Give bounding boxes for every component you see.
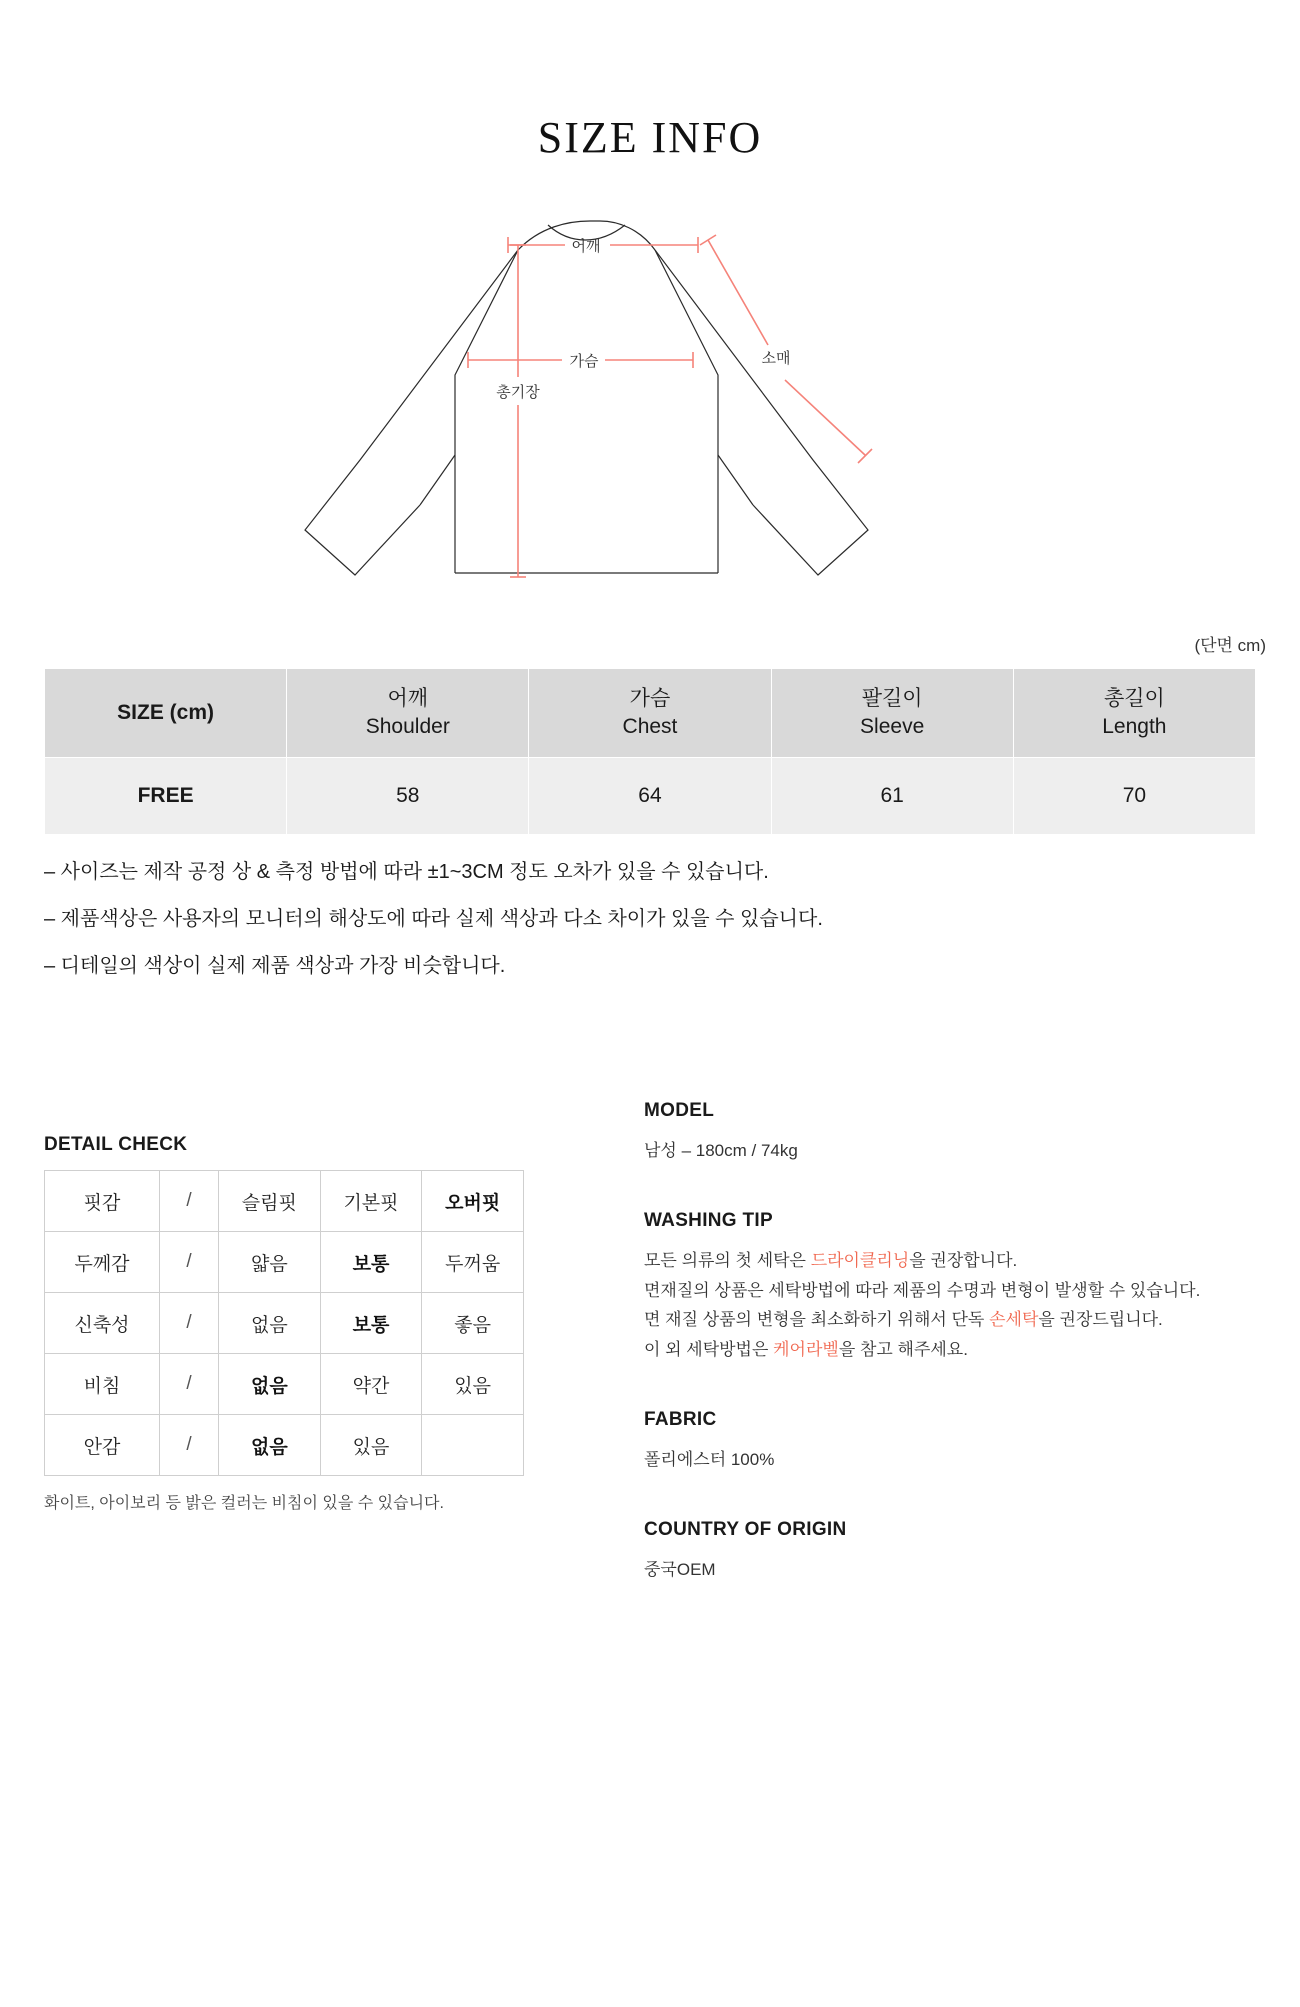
washing-tip-line-2: 면재질의 상품은 세탁방법에 따라 제품의 수명과 변형이 발생할 수 있습니다.	[644, 1280, 1201, 1300]
table-row	[45, 1354, 524, 1415]
model-title: MODEL	[644, 1100, 715, 1121]
detail-row-3-opt-2: 있음	[422, 1354, 524, 1415]
washing-tip-line-3-highlight: 손세탁	[989, 1310, 1039, 1330]
header-length-en: Length	[1102, 715, 1167, 738]
washing-tip-line-3-post: 을 권장드립니다.	[1038, 1310, 1163, 1330]
detail-row-3-opt-0: 없음	[219, 1354, 321, 1415]
table-row	[45, 1293, 524, 1354]
washing-tip-title: WASHING TIP	[644, 1209, 773, 1231]
header-shoulder-ko: 어깨	[387, 686, 429, 710]
model-text: 남성 – 180cm / 74kg	[644, 1141, 798, 1160]
garment-diagram	[0, 205, 1300, 625]
detail-row-0-opt-2: 오버핏	[422, 1171, 524, 1232]
header-sleeve-en: Sleeve	[860, 715, 925, 738]
header-length-ko: 총길이	[1103, 686, 1165, 710]
washing-tip-line-4-pre: 이 외 세탁방법은	[644, 1340, 774, 1359]
washing-tip-line-1-highlight: 드라이클리닝	[810, 1250, 910, 1270]
size-table-header-row	[45, 669, 1256, 758]
detail-check-note: 화이트, 아이보리 등 밝은 컬러는 비침이 있을 수 있습니다.	[44, 1495, 444, 1512]
page-title: SIZE INFO	[537, 113, 763, 162]
origin-title: COUNTRY OF ORIGIN	[644, 1518, 847, 1540]
cell-sleeve: 61	[771, 758, 1013, 835]
detail-row-2-opt-1: 보통	[320, 1293, 422, 1354]
header-size-label: SIZE (cm)	[117, 700, 215, 724]
detail-row-1-label: 두께감	[45, 1232, 160, 1293]
washing-tip-line-3	[644, 1305, 1256, 1335]
size-notes	[44, 857, 1256, 982]
size-note-1: – 사이즈는 제작 공정 상 & 측정 방법에 따라 ±1~3CM 정도 오차가 있을 수 있습니다.	[44, 861, 769, 883]
detail-row-1-slash: /	[160, 1232, 219, 1293]
label-shoulder: 어깨	[571, 238, 601, 255]
detail-row-3-opt-1: 약간	[320, 1354, 422, 1415]
detail-row-1-opt-1: 보통	[320, 1232, 422, 1293]
detail-row-2-label: 신축성	[45, 1293, 160, 1354]
size-table-header-shoulder	[287, 669, 529, 758]
detail-row-4-opt-2	[422, 1415, 524, 1476]
product-info-section	[644, 1100, 1256, 1584]
origin-text: 중국OEM	[644, 1559, 716, 1579]
cell-shoulder: 58	[287, 758, 529, 835]
washing-tip-line-4-post: 을 참고 해주세요.	[838, 1340, 968, 1359]
model-block	[644, 1100, 1256, 1166]
detail-row-4-label: 안감	[45, 1415, 160, 1476]
origin-block	[644, 1519, 1256, 1585]
detail-row-1-opt-2: 두꺼움	[422, 1232, 524, 1293]
fabric-text: 폴리에스터 100%	[644, 1449, 775, 1469]
detail-row-3-label: 비침	[45, 1354, 160, 1415]
cell-chest: 64	[529, 758, 771, 835]
detail-row-2-slash: /	[160, 1293, 219, 1354]
size-table-body	[45, 758, 1256, 835]
size-table	[44, 668, 1256, 835]
washing-tip-line-1-pre: 모든 의류의 첫 세탁은	[644, 1250, 811, 1270]
detail-row-4-opt-1: 있음	[320, 1415, 422, 1476]
table-row	[45, 1415, 524, 1476]
table-row	[45, 758, 1256, 835]
garment-outline	[305, 221, 868, 575]
measurement-lines	[468, 235, 872, 577]
detail-row-0-opt-0: 슬림핏	[219, 1171, 321, 1232]
size-note-3: – 디테일의 색상이 실제 제품 색상과 가장 비슷합니다.	[44, 955, 506, 977]
detail-check-table	[44, 1170, 524, 1476]
fabric-title: FABRIC	[644, 1408, 717, 1430]
size-table-header-sleeve	[771, 669, 1013, 758]
detail-row-3-slash: /	[160, 1354, 219, 1415]
washing-tip-block	[644, 1210, 1256, 1365]
washing-tip-line-1-post: 을 권장합니다.	[909, 1250, 1018, 1270]
header-sleeve-ko: 팔길이	[861, 686, 923, 710]
detail-row-0-slash: /	[160, 1171, 219, 1232]
header-chest-en: Chest	[622, 715, 678, 738]
header-chest-ko: 가슴	[629, 686, 671, 710]
detail-check-title: DETAIL CHECK	[44, 1134, 188, 1155]
garment-diagram-svg	[300, 205, 1000, 605]
detail-row-4-slash: /	[160, 1415, 219, 1476]
size-table-header-chest	[529, 669, 771, 758]
detail-row-0-opt-1: 기본핏	[320, 1171, 422, 1232]
washing-tip-body	[644, 1246, 1256, 1365]
header-shoulder-en: Shoulder	[365, 715, 450, 738]
table-row	[45, 1232, 524, 1293]
washing-tip-line-1	[644, 1246, 1256, 1276]
detail-check-section	[44, 1100, 644, 1513]
label-sleeve: 소매	[761, 350, 791, 367]
detail-row-2-opt-0: 없음	[219, 1293, 321, 1354]
size-note-2: – 제품색상은 사용자의 모니터의 해상도에 따라 실제 색상과 다소 차이가 있을 수 있습니다.	[44, 908, 823, 930]
washing-tip-line-4-highlight: 케어라벨	[773, 1340, 839, 1359]
label-length: 총기장	[496, 384, 540, 401]
size-table-head	[45, 669, 1256, 758]
detail-row-1-opt-0: 얇음	[219, 1232, 321, 1293]
table-row	[45, 1171, 524, 1232]
size-table-header-length	[1013, 669, 1255, 758]
size-table-header-size	[45, 669, 287, 758]
detail-row-2-opt-2: 좋음	[422, 1293, 524, 1354]
detail-row-0-label: 핏감	[45, 1171, 160, 1232]
fabric-block	[644, 1409, 1256, 1475]
cell-length: 70	[1013, 758, 1255, 835]
washing-tip-line-3-pre: 면 재질 상품의 변형을 최소화하기 위해서 단독	[644, 1310, 990, 1330]
cell-size-free: FREE	[45, 758, 287, 835]
lower-section	[44, 1100, 1256, 1584]
unit-note: (단면 cm)	[1194, 636, 1266, 655]
washing-tip-line-4	[644, 1335, 1256, 1365]
detail-row-4-opt-0: 없음	[219, 1415, 321, 1476]
label-chest: 가슴	[569, 353, 599, 370]
